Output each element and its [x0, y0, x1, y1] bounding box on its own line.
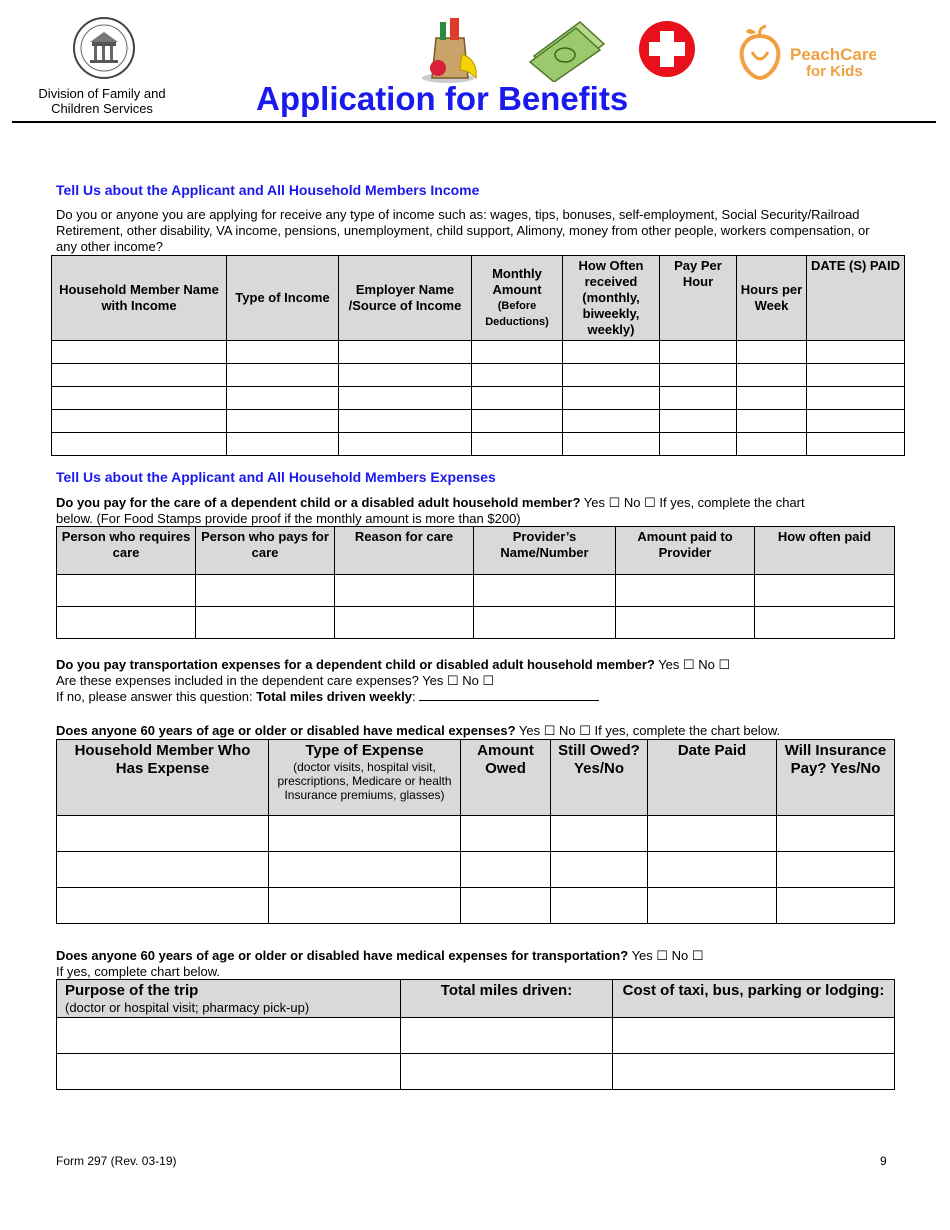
care-row-cell[interactable] [616, 607, 755, 639]
medical-row-cell[interactable] [648, 852, 777, 888]
medical-col-member: Household Member Who Has Expense [57, 740, 269, 816]
income-col-monthly: Monthly Amount (Before Deductions) [472, 256, 563, 341]
medical-table-header [57, 740, 895, 816]
income-row-cell[interactable] [52, 364, 227, 387]
trip-row-cell[interactable] [401, 1018, 613, 1054]
income-row-cell[interactable] [227, 433, 339, 456]
medical-col-amount-owed: Amount Owed [461, 740, 551, 816]
income-row-cell[interactable] [339, 387, 472, 410]
income-row-cell[interactable] [52, 433, 227, 456]
medical-row-cell[interactable] [551, 816, 648, 852]
income-row-cell[interactable] [563, 364, 660, 387]
medical-row-cell[interactable] [777, 816, 895, 852]
medical-row-cell[interactable] [57, 888, 269, 924]
care-row-cell[interactable] [616, 575, 755, 607]
care-row-cell[interactable] [196, 575, 335, 607]
dependent-care-table [56, 526, 895, 639]
expenses-heading: Tell Us about the Applicant and All Household Members Expenses [56, 469, 496, 485]
care-row-cell[interactable] [335, 607, 474, 639]
medical-row-cell[interactable] [551, 852, 648, 888]
med-transport-note: If yes, complete chart below. [56, 964, 221, 979]
medical-question: Does anyone 60 years of age or older or disabled have medical expenses? Yes ☐ No ☐ If yes, complete the chart below. [56, 723, 781, 738]
medical-cross-icon [638, 20, 696, 78]
care-row-cell[interactable] [474, 575, 616, 607]
income-row-cell[interactable] [563, 387, 660, 410]
income-row-cell[interactable] [472, 410, 563, 433]
trip-row [57, 1054, 895, 1090]
georgia-seal-icon [72, 16, 136, 80]
income-row-cell[interactable] [227, 364, 339, 387]
page-title: Application for Benefits [256, 80, 629, 117]
income-row-cell[interactable] [339, 433, 472, 456]
miles-question: If no, please answer this question: Total miles driven weekly: [56, 689, 599, 705]
medical-row-cell[interactable] [269, 816, 461, 852]
income-heading: Tell Us about the Applicant and All Household Members Income [56, 182, 480, 198]
income-row-cell[interactable] [563, 341, 660, 364]
care-row-cell[interactable] [474, 607, 616, 639]
org-name: Division of Family and Children Services [38, 86, 166, 116]
medical-row-cell[interactable] [461, 816, 551, 852]
income-row-cell[interactable] [737, 364, 807, 387]
income-row-cell[interactable] [339, 364, 472, 387]
income-row-cell[interactable] [339, 341, 472, 364]
trip-row-cell[interactable] [57, 1018, 401, 1054]
trip-row-cell[interactable] [57, 1054, 401, 1090]
income-row-cell[interactable] [472, 433, 563, 456]
income-row-cell[interactable] [227, 410, 339, 433]
care-col-amount: Amount paid to Provider [616, 527, 755, 575]
income-row-cell[interactable] [52, 387, 227, 410]
trip-col-miles: Total miles driven: [401, 980, 613, 1018]
medical-row-cell[interactable] [648, 816, 777, 852]
medical-row-cell[interactable] [269, 852, 461, 888]
income-row [52, 410, 905, 433]
medical-row-cell[interactable] [777, 852, 895, 888]
header-divider [12, 121, 936, 123]
income-col-pay-per-hour: Pay Per Hour [660, 256, 737, 341]
income-row-cell[interactable] [339, 410, 472, 433]
page-number: 9 [880, 1154, 887, 1168]
care-row-cell[interactable] [755, 607, 895, 639]
transport-question: Do you pay transportation expenses for a dependent child or disabled adult household member? Yes ☐ No ☐ [56, 657, 731, 672]
medical-row [57, 816, 895, 852]
income-row-cell[interactable] [563, 433, 660, 456]
income-row-cell[interactable] [807, 410, 905, 433]
care-table-header [57, 527, 895, 575]
income-row [52, 341, 905, 364]
trip-col-cost: Cost of taxi, bus, parking or lodging: [613, 980, 895, 1018]
income-row-cell[interactable] [52, 341, 227, 364]
medical-row-cell[interactable] [648, 888, 777, 924]
income-row-cell[interactable] [737, 410, 807, 433]
trip-row-cell[interactable] [613, 1018, 895, 1054]
miles-input-line[interactable] [419, 689, 599, 701]
trip-row-cell[interactable] [401, 1054, 613, 1090]
income-row-cell[interactable] [660, 341, 737, 364]
trip-table-header [57, 980, 895, 1018]
income-row-cell[interactable] [472, 387, 563, 410]
income-col-type: Type of Income [227, 256, 339, 341]
income-col-employer: Employer Name /Source of Income [339, 256, 472, 341]
income-row-cell[interactable] [660, 410, 737, 433]
peachcare-logo-line2: for Kids [806, 63, 863, 80]
trip-col-purpose: Purpose of the trip (doctor or hospital visit; pharmacy pick-up) [57, 980, 401, 1018]
care-row-cell[interactable] [755, 575, 895, 607]
medical-row [57, 852, 895, 888]
medical-col-date-paid: Date Paid [648, 740, 777, 816]
care-col-reason: Reason for care [335, 527, 474, 575]
income-row [52, 364, 905, 387]
care-row-cell[interactable] [196, 607, 335, 639]
medical-expenses-table [56, 739, 895, 924]
medical-col-type: Type of Expense (doctor visits, hospital visit, prescriptions, Medicare or health Insurance premiums, glasses) [269, 740, 461, 816]
income-table [51, 255, 905, 456]
trip-row [57, 1018, 895, 1054]
income-row [52, 387, 905, 410]
medical-row-cell[interactable] [551, 888, 648, 924]
med-transport-question: Does anyone 60 years of age or older or disabled have medical expenses for transportation? Yes ☐ No ☐ [56, 948, 704, 963]
care-question: Do you pay for the care of a dependent child or a disabled adult household member? Yes ☐ No ☐ If yes, complete the chart [56, 495, 805, 510]
income-row-cell[interactable] [807, 364, 905, 387]
care-row [57, 575, 895, 607]
medical-row [57, 888, 895, 924]
income-row-cell[interactable] [737, 341, 807, 364]
income-row-cell[interactable] [660, 387, 737, 410]
income-row-cell[interactable] [807, 433, 905, 456]
income-row [52, 433, 905, 456]
care-col-person-pays: Person who pays for care [196, 527, 335, 575]
medical-col-insurance: Will Insurance Pay? Yes/No [777, 740, 895, 816]
medical-row-cell[interactable] [57, 852, 269, 888]
care-col-provider: Provider’s Name/Number [474, 527, 616, 575]
medical-row-cell[interactable] [57, 816, 269, 852]
income-row-cell[interactable] [737, 433, 807, 456]
peachcare-logo [736, 22, 876, 82]
form-id: Form 297 (Rev. 03-19) [56, 1154, 177, 1168]
income-row-cell[interactable] [227, 341, 339, 364]
income-question: Do you or anyone you are applying for receive any type of income such as: wages, tips, bonuses, self-employment, Social Security/Railroad Retirement, other disability, VA income, pensions, unemployment, child support, Alimony, money from other people, workers compensation, or any other income? [56, 207, 870, 254]
income-col-frequency: How Often received (monthly, biweekly, weekly) [563, 256, 660, 341]
groceries-icon [418, 14, 490, 86]
care-row-cell[interactable] [335, 575, 474, 607]
income-row-cell[interactable] [660, 364, 737, 387]
trip-table [56, 979, 895, 1090]
medical-col-still-owed: Still Owed? Yes/No [551, 740, 648, 816]
income-row-cell[interactable] [563, 410, 660, 433]
care-col-person-requires: Person who requires care [57, 527, 196, 575]
income-row-cell[interactable] [807, 341, 905, 364]
care-col-how-often: How often paid [755, 527, 895, 575]
income-row-cell[interactable] [660, 433, 737, 456]
income-row-cell[interactable] [227, 387, 339, 410]
peachcare-logo-line1: PeachCare [790, 45, 876, 64]
medical-row-cell[interactable] [269, 888, 461, 924]
trip-row-cell[interactable] [613, 1054, 895, 1090]
medical-row-cell[interactable] [461, 852, 551, 888]
income-row-cell[interactable] [472, 341, 563, 364]
income-col-date-paid: DATE (S) PAID [807, 256, 905, 341]
income-table-header [52, 256, 905, 341]
income-row-cell[interactable] [472, 364, 563, 387]
care-row-cell[interactable] [57, 575, 196, 607]
income-row-cell[interactable] [807, 387, 905, 410]
medical-row-cell[interactable] [777, 888, 895, 924]
medical-row-cell[interactable] [461, 888, 551, 924]
care-row-cell[interactable] [57, 607, 196, 639]
income-col-member: Household Member Name with Income [52, 256, 227, 341]
included-question: Are these expenses included in the dependent care expenses? Yes ☐ No ☐ [56, 673, 495, 688]
money-icon [528, 16, 608, 82]
care-question-note: below. (For Food Stamps provide proof if the monthly amount is more than $200) [56, 511, 521, 526]
care-row [57, 607, 895, 639]
income-row-cell[interactable] [737, 387, 807, 410]
income-row-cell[interactable] [52, 410, 227, 433]
income-col-hours: Hours per Week [737, 256, 807, 341]
